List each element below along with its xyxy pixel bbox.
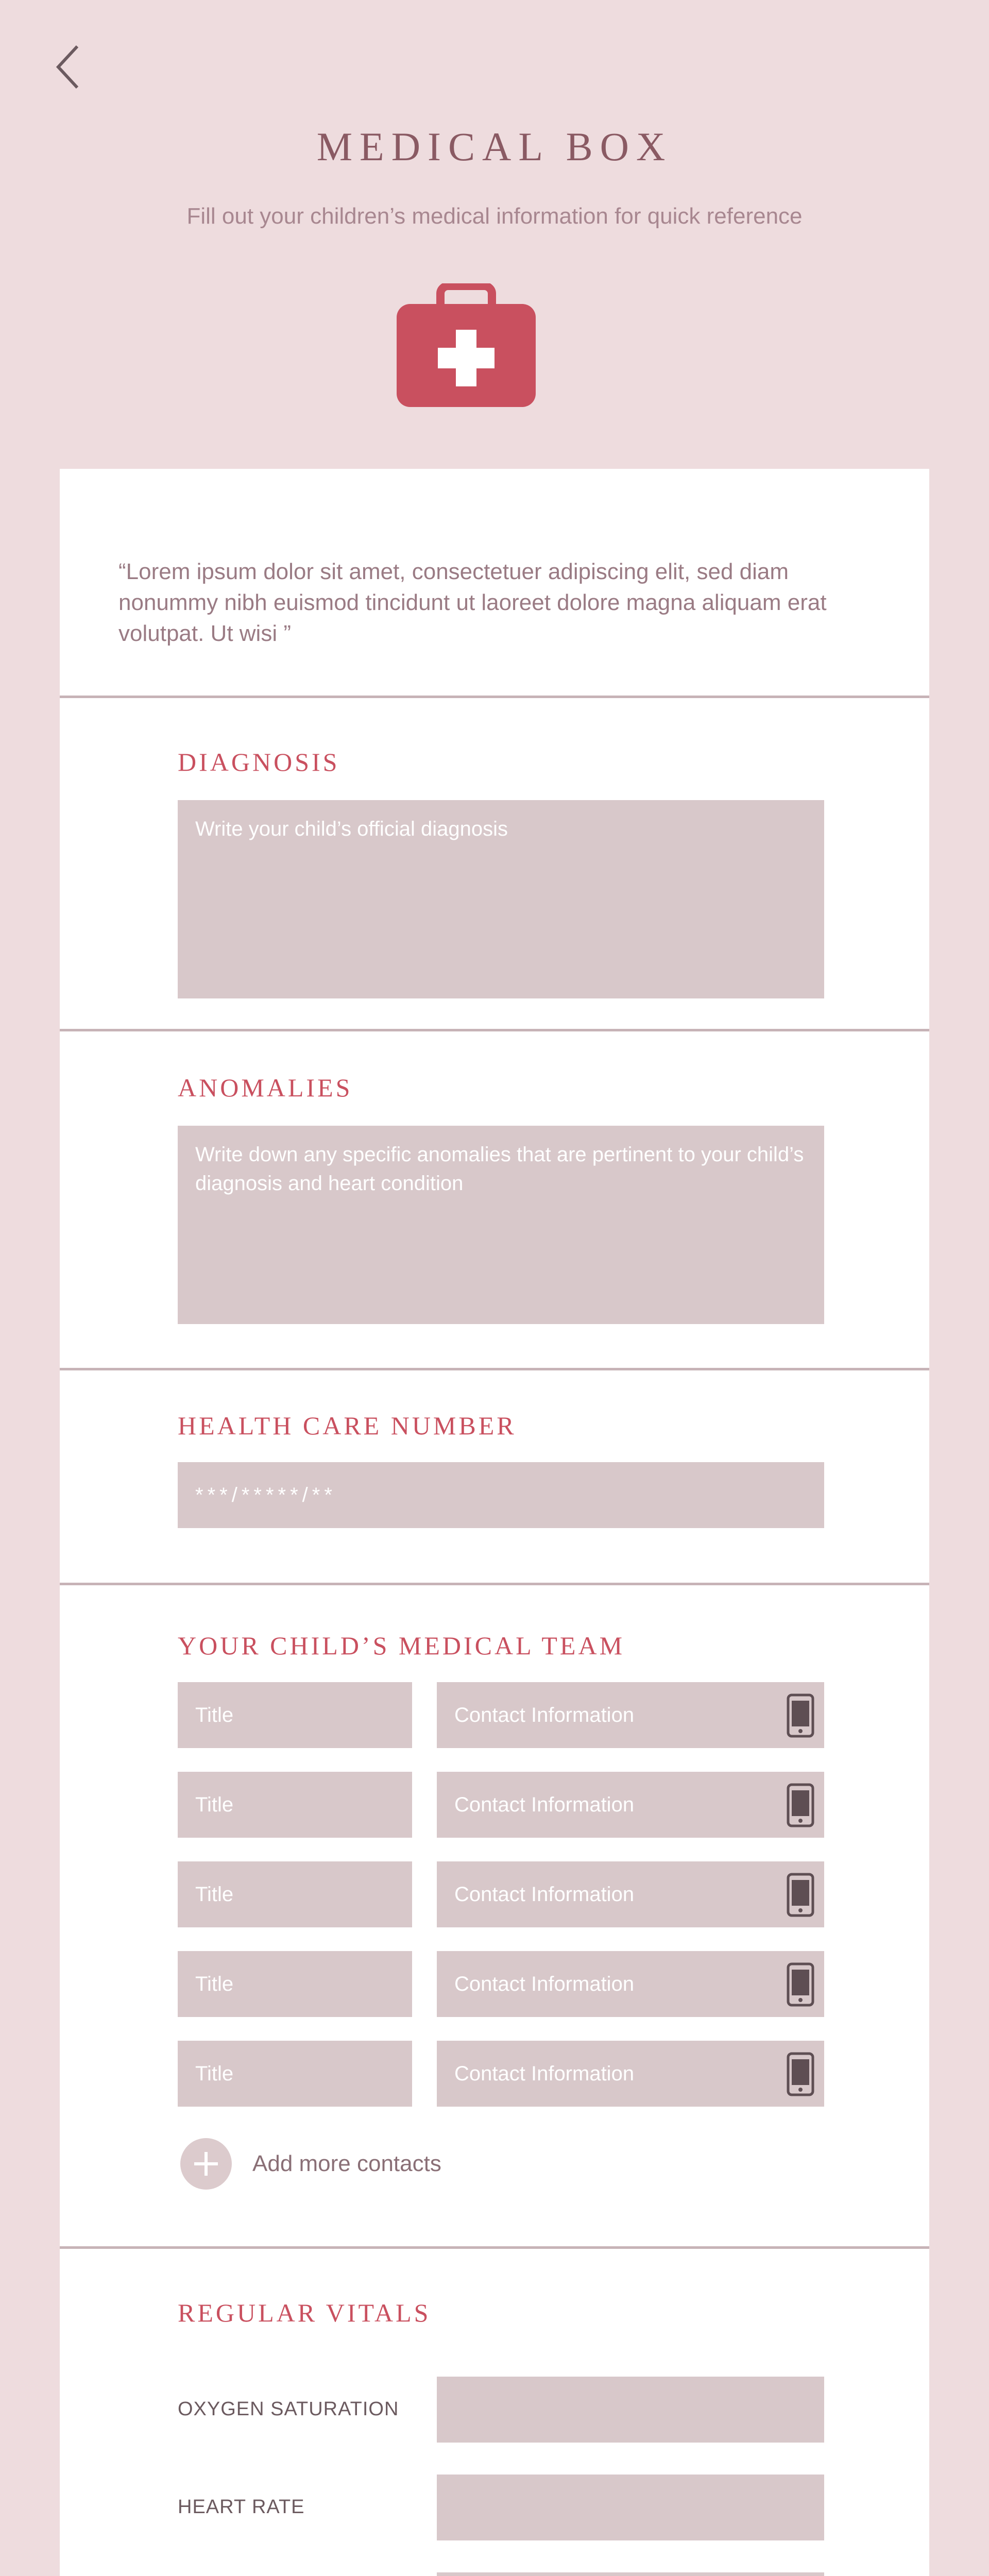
team-contact-placeholder: Contact Information: [454, 2062, 635, 2085]
team-title-input[interactable]: [178, 2041, 412, 2107]
team-title-placeholder: Title: [195, 1883, 234, 1906]
diagnosis-input[interactable]: [178, 800, 824, 998]
team-contact-placeholder: Contact Information: [454, 1883, 635, 1906]
chevron-left-icon: [54, 44, 80, 90]
team-title-placeholder: Title: [195, 1973, 234, 1995]
medical-team-title: YOUR CHILD’S MEDICAL TEAM: [178, 1631, 625, 1660]
medical-kit-icon: [397, 283, 536, 407]
page-title: MEDICAL BOX: [316, 124, 673, 169]
mobile-phone-icon: [786, 1693, 815, 1738]
health-care-number-placeholder: ***/*****/**: [195, 1484, 336, 1506]
divider: [60, 1368, 929, 1370]
team-contact-input[interactable]: [437, 1772, 824, 1838]
team-title-input[interactable]: [178, 1682, 412, 1748]
add-contacts-button[interactable]: [180, 2138, 441, 2190]
mobile-phone-icon: [786, 1873, 815, 1917]
team-contact-placeholder: Contact Information: [454, 1973, 635, 1995]
diagnosis-title: DIAGNOSIS: [178, 748, 340, 776]
health-care-number-title: HEALTH CARE NUMBER: [178, 1411, 517, 1440]
divider: [60, 2246, 929, 2249]
team-title-placeholder: Title: [195, 1704, 234, 1726]
divider: [60, 1029, 929, 1031]
team-contact-input[interactable]: [437, 1861, 824, 1927]
anomalies-input[interactable]: [178, 1126, 824, 1324]
vital-label: HEART RATE: [178, 2496, 305, 2518]
anomalies-placeholder: Write down any specific anomalies that are pertinent to your child’s diagnosis and heart condition: [195, 1143, 804, 1195]
team-contact-placeholder: Contact Information: [454, 1704, 635, 1726]
back-button[interactable]: [49, 44, 85, 90]
mobile-phone-icon: [786, 1783, 815, 1827]
diagnosis-placeholder: Write your child’s official diagnosis: [195, 818, 508, 840]
team-contact-input[interactable]: [437, 2041, 824, 2107]
divider: [60, 696, 929, 698]
vital-input[interactable]: [437, 2377, 824, 2443]
divider: [60, 1583, 929, 1585]
vital-label: OXYGEN SATURATION: [178, 2398, 399, 2420]
health-care-number-input[interactable]: [178, 1462, 824, 1528]
team-title-input[interactable]: [178, 1951, 412, 2017]
mobile-phone-icon: [786, 2052, 815, 2096]
team-contact-input[interactable]: [437, 1682, 824, 1748]
team-title-placeholder: Title: [195, 2062, 234, 2085]
team-title-placeholder: Title: [195, 1793, 234, 1816]
team-contact-placeholder: Contact Information: [454, 1793, 635, 1816]
intro-quote: “Lorem ipsum dolor sit amet, consectetuer adipiscing elit, sed diam nonummy nibh euismod tincidunt ut laoreet dolore magna aliquam erat volutpat. Ut wisi ”: [118, 559, 827, 646]
team-contact-input[interactable]: [437, 1951, 824, 2017]
plus-icon: [180, 2138, 232, 2190]
vitals-title: REGULAR VITALS: [178, 2298, 431, 2327]
page-subtitle: Fill out your children’s medical information for quick reference: [186, 204, 803, 229]
team-title-input[interactable]: [178, 1861, 412, 1927]
team-title-input[interactable]: [178, 1772, 412, 1838]
vital-input[interactable]: [437, 2475, 824, 2540]
add-contacts-label: Add more contacts: [252, 2151, 441, 2176]
anomalies-title: ANOMALIES: [178, 1073, 353, 1102]
vital-input[interactable]: [437, 2572, 824, 2576]
mobile-phone-icon: [786, 1962, 815, 2007]
